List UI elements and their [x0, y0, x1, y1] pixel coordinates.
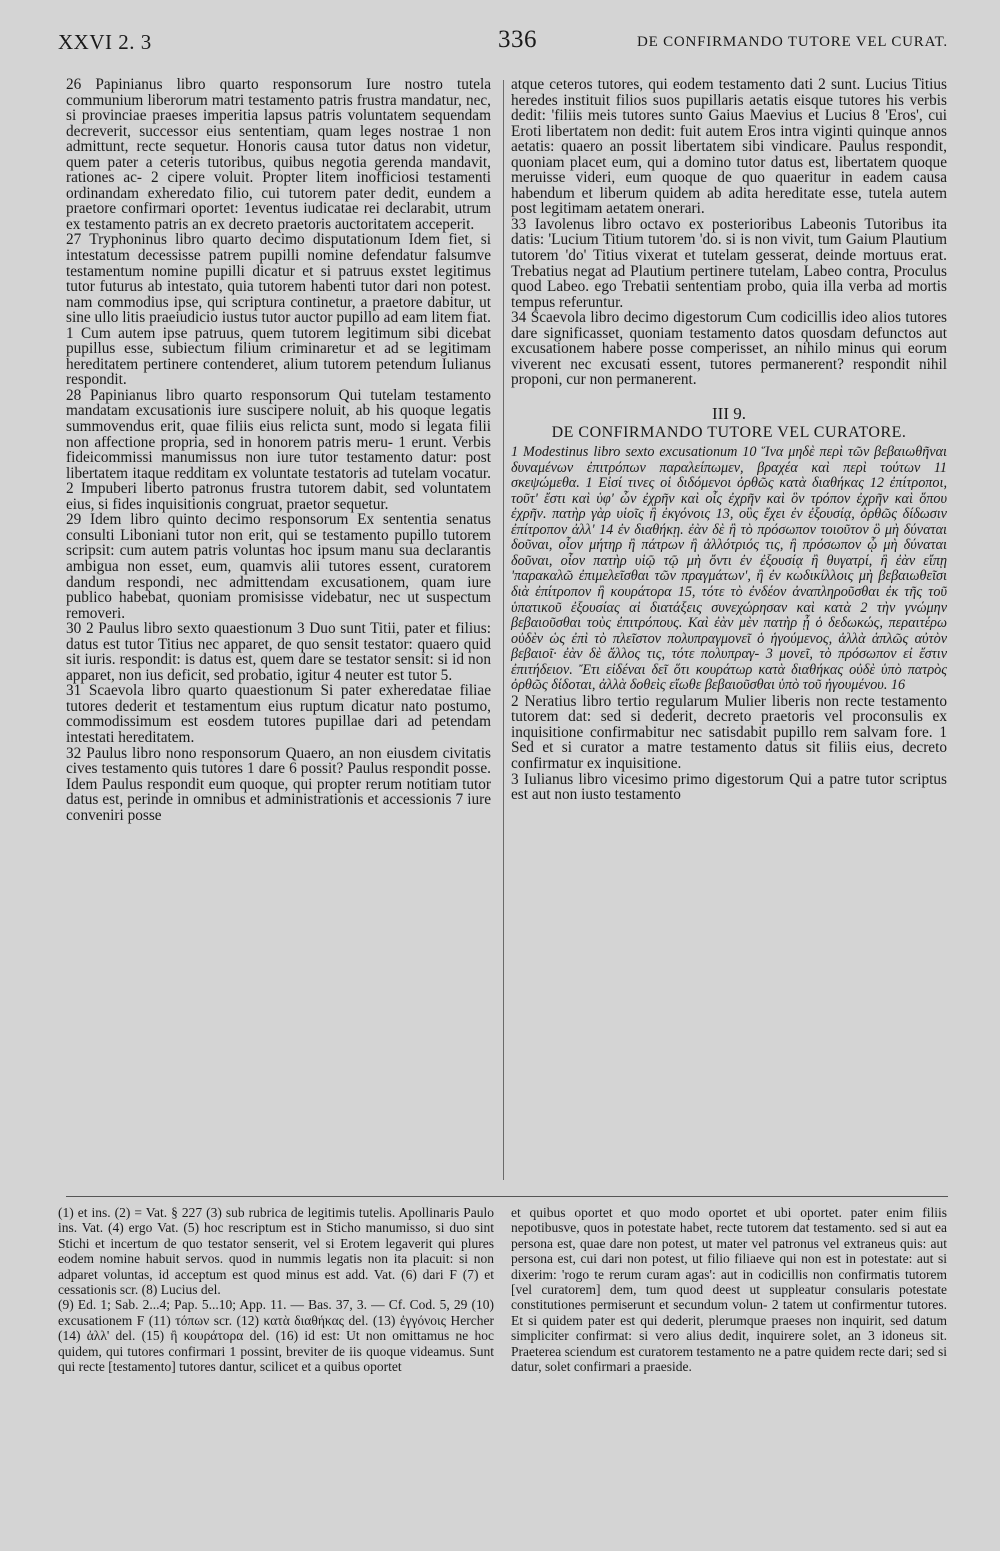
- section-number: III 9.: [712, 403, 746, 423]
- running-head: [58, 28, 948, 58]
- header-section-ref: XXVI 2. 3: [58, 30, 152, 54]
- footnotes-left: [58, 1205, 494, 1374]
- paragraph-31: 31 Scaevola libro quarto quaestionum Si pater exheredatae filiae tutores dederit et testamentum eius ruptum dicatur nato postumo, commodissimum est eosdem tutores pupillae dari ad petendam intestati hereditatem.: [66, 682, 491, 746]
- paragraph-30: 30 2 Paulus libro sexto quaestionum 3 Duo sunt Titii, pater et filius: datus est tutor Titius nec apparet, de quo sensit testator: quaero quid sit iuris. respondit: is datus est, quem dare se testator sensit: si id non apparet, non ius deficit, sed probatio, igitur 4 neuter est tutor 5.: [66, 620, 491, 684]
- page-number: 336: [498, 26, 537, 53]
- footnote-divider: [66, 1196, 948, 1197]
- paragraph-2-neratius: 2 Neratius libro tertio regularum Mulier liberis non recte testamento tutorem dat: sed si dederit, decreto praetoris vel proconsulis ex inquisitione confirmabitur nec satisdabit pupillo rem salvam fore. 1 Sed et si curator a matre testamento datus sit filiis eius, decreto confirmatur ex inquisitione.: [511, 692, 947, 772]
- paragraph-32: 32 Paulus libro nono responsorum Quaero, an non eiusdem civitatis cives testamento quis tutores 1 dare 6 possit? Paulus respondit posse. Idem Paulus respondit eum quoque, qui propter rerum notitiam tutor datus est, perinde in omnibus et administrationis et accessionis 7 iure conveniri posse: [66, 744, 491, 824]
- footnote-block: et quibus oportet et quo modo oportet et ubi oportet. pater enim filiis nepotibusve, quos in potestate habet, recte tutorem dat testamento. sed si aut ea persona est, quae dare non potest, ut mater vel patronus vel extraneus quis: aut persona est, cui dari non potest, ut filio filiaeve qui non est in potestate: aut si dixerim: 'rogo te rerum curam agas': aut in codicillis non confirmatis tutorem [vel curatorem] dem, tum quod deest ut suppleatur consularis potestate constitutiones permiserunt et secundum volun- 2 tatem ut confirmentur tutores. Et si quidem pater est qui dederit, plerumque praeses non inquirit, sed datum simpliciter confirmat: si vero alius dedit, inquirere solet, an 3 idoneus sit. Praeterea sciendum est curatorem testamento ne a patre quidem recte dari; sed si datur, solet confirmari a praeside.: [511, 1205, 947, 1375]
- paragraph-27: 27 Tryphoninus libro quarto decimo disputationum Idem fiet, si intestatum decessisse patrem pupilli nomine defendatur falsumve testamentum nomine pupilli dicatur et si patruus exstet legitimus tutor futurus ab intestato, quia tutorem habenti tutor dari non potest. nam commodius ipse, qui scriptura continetur, a praetore dabitur, ut sine ullo litis praeiudicio iustus tutor auctor pupillo ad eam litem fiat. 1 Cum autem ipse patruus, quem tutorem legitimum sibi dicebat pupillus esse, subiectum filium criminaretur et ad se legitimam hereditatem pertinere contenderet, alium tutorem petendum Iulianus respondit.: [66, 231, 491, 389]
- left-column: [66, 77, 491, 823]
- paragraph-1-modestinus: 1 Modestinus libro sexto excusationum 10 Ἵνα μηδὲ περὶ τῶν βεβαιωθῆναι δυναμένων ἐπιτρόπων παραλείπωμεν, βραχέα καὶ περὶ τούτων 11 σκεψώμεθα. 1 Εἰσί τινες οἱ διδόμενοι ὀρθῶς κατὰ διαθήκας 12 ἐπίτροποι, τοῦτ' ἔστι καὶ ὑφ' ὧν ἐχρῆν καὶ οἷς ἐχρῆν καὶ ὃν τρόπον ἐχρῆν καὶ ὅπου ἐχρῆν. πατὴρ γὰρ υἱοῖς ἢ ἐκγόνοις 13, οὓς ἔχει ἐν ἐξουσίᾳ, ὀρθῶς δίδωσιν ἐπίτροπον ἀλλ' 14 ἐν διαθήκῃ. ἐὰν δὲ ἢ τὸ πρόσωπον τοιοῦτον ὃ μὴ δύναται δοῦναι, οἷον μήτηρ ἢ πάτρων ἢ ἀλλότριός τις, ἢ πρόσωπον ᾧ μὴ δύναται δοῦναι, οἷον πατὴρ υἱῷ τῷ μὴ ὄντι ἐν ἐξουσίᾳ ἢ θυγατρί, ἢ ἐὰν εἴπῃ 'παρακαλῶ ἐπιμελεῖσθαι τῶν πραγμάτων', ἢ ἐν κωδικίλλοις μὴ βεβαιωθεῖσι διὰ ἐπίτροπον ἢ κουράτορα 15, τότε τὸ ἐνδέον ἀναπληροῦσθαι ἐκ τῆς τοῦ ὑπατικοῦ ἐξουσίας αἱ διατάξεις συνεχώρησαν καὶ κατὰ 2 τὴν γνώμην βεβαιοῦσθαι τοὺς ἐπιτρόπους. Καὶ ἐὰν μὲν πατὴρ ᾖ ὁ δεδωκώς, περαιτέρω οὐδὲν ὡς ἐπὶ τὸ πλεῖστον πολυπραγμονεῖ ὁ ἡγούμενος, ἀλλὰ ἁπλῶς αὐτὸν βεβαιοῖ· ἐὰν δὲ ἄλλος τις, τότε πολυπραγ- 3 μονεῖ, τὸ πρόσωπον εἰ ἔστιν ἐπιτήδειον. Ἔτι εἰδέναι δεῖ ὅτι κουράτωρ κατὰ διαθήκας οὐδὲ ὑπὸ πατρὸς ὀρθῶς δίδοται, ἀλλὰ δοθεὶς εἴωθε βεβαιοῦσθαι ὑπὸ τοῦ ἡγουμένου. 16: [511, 444, 947, 694]
- paragraph-33: 33 Iavolenus libro octavo ex posterioribus Labeonis Tutoribus ita datis: 'Lucium Titium tutorem 'do. si is non vivit, tum Gaium Plautium tutorem 'do' Titius vixerat et tutelam gesserat, deinde mortuus erat. Trebatius negat ad Plautium pertinere tutelam, Labeo contra, Proculus quod Labeo. ego Trebatii sententiam probo, quia illa verba ad mortis tempus referuntur.: [511, 215, 947, 311]
- paragraph-34: 34 Scaevola libro decimo digestorum Cum codicillis ideo alios tutores dare significasset, quoniam testamento datos quosdam defunctos aut excusationem habere posse comperisset, an nihilo minus qui eorum viverent nec excusati essent, tutores permanerent? respondit nihil proponi, cur non permanerent.: [511, 309, 947, 389]
- footnotes-right: [511, 1205, 947, 1374]
- column-divider: [503, 80, 504, 1180]
- footnote-block: (9) Ed. 1; Sab. 2...4; Pap. 5...10; App. 11. — Bas. 37, 3. — Cf. Cod. 5, 29 (10) excusationem F (11) τόπων scr. (12) κατὰ διαθήκας del. (13) ἐγγόνοις Hercher (14) ἀλλ' del. (15) ἢ κουράτορα del. (16) id est: Ut non omittamus ne hoc quidem, qui tutores confirmari 1 possint, breviter de iis quoque videamus. Sunt qui recte [testamento] tutores dantur, scilicet et a quibus oportet: [58, 1297, 494, 1375]
- paragraph-26: 26 Papinianus libro quarto responsorum Iure nostro tutela communium liberorum matri testamento patris frustra mandatur, nec, si provinciae praeses imperitia lapsus patris voluntatem sequendam decreverit, successor eius sententiam, quam leges nostrae 1 non admittunt, recte sequetur. Honoris causa tutor datus non videtur, quem pater a ceteris tutoribus, quibus negotia gerenda mandavit, rationes ac- 2 cipere voluit. Propter litem inofficiosi testamenti ordinandam exheredato filio, cui tutorem pater dedit, eundem a praetore confirmari oportet: 1eventus iudicatae rei declarabit, utrum ex testamento patris an ex decreto praetoris auctoritatem acceperit.: [66, 76, 491, 233]
- paragraph-32-continued: atque ceteros tutores, qui eodem testamento dati 2 sunt. Lucius Titius heredes instituit filios suos pupillaris aetatis eisque tutores his verbis dedit: 'filiis meis tutores sunto Gaius Maevius et Lucius 8 'Eros', cui Eroti libertatem non dedit: fuit autem Eros intra viginti quinque annos aetatis: quaero an possit libertatem sibi vindicare. Paulus respondit, quoniam placet eum, qui a domino tutor datus est, libertatem quoque meruisse videri, eum quoque de quo quaeritur in eadem causa habendum et liberum quidem ab adita hereditate esse, tutela autem post legitimam aetatem onerari.: [511, 76, 947, 218]
- footnote-block: (1) et ins. (2) = Vat. § 227 (3) sub rubrica de legitimis tutelis. Apollinaris Paulo ins. Vat. (4) ergo Vat. (5) hoc rescriptum est in Sticho manumisso, si duo sint Stichi et incertum de quo testator senserit, vel si Erotem legaverit qui plures eodem nomine habuit servos. quod in nummis legatis non ita placuit: si non adparet voluntas, id acceptum est quod minus est add. Vat. (6) dari F (7) et cessationis scr. (8) Lucius del.: [58, 1205, 494, 1298]
- right-column: [511, 77, 947, 803]
- header-title: DE CONFIRMANDO TUTORE VEL CURAT.: [636, 34, 948, 50]
- section-title: DE CONFIRMANDO TUTORE VEL CURATORE.: [551, 424, 907, 442]
- paragraph-3-iulianus: 3 Iulianus libro vicesimo primo digestorum Qui a patre tutor scriptus est aut non iusto testamento: [511, 770, 947, 804]
- paragraph-28: 28 Papinianus libro quarto responsorum Qui tutelam testamento mandatam excusationis iure suscipere noluit, ab his quoque legatis summovendus erit, quae filiis eius relicta sunt, modo si legata filii non affectione propria, sed in honorem patris meru- 1 erunt. Verbis fideicommissi manumissus non iure tutor testamento datur: post libertatem itaque redditam ex voluntate testatoris ad tutelam vocatur. 2 Impuberi liberto patronus frustra tutorem dabit, sed voluntatem eius, si fides inquisitionis congruat, praetor sequetur.: [66, 386, 491, 513]
- paragraph-29: 29 Idem libro quinto decimo responsorum Ex sententia senatus consulti Liboniani tutor non erit, qui se testamento pupillo tutorem scripsit: cum autem patris voluntas hoc ipsum manu sua declarantis ambigua non esset, eum, quamvis alii tutores essent, curatorem dandum respondi, nec admittendam excusationem, quam iure publico habebat, quoniam promisisse videbatur, nec ut suspectum removeri.: [66, 511, 491, 622]
